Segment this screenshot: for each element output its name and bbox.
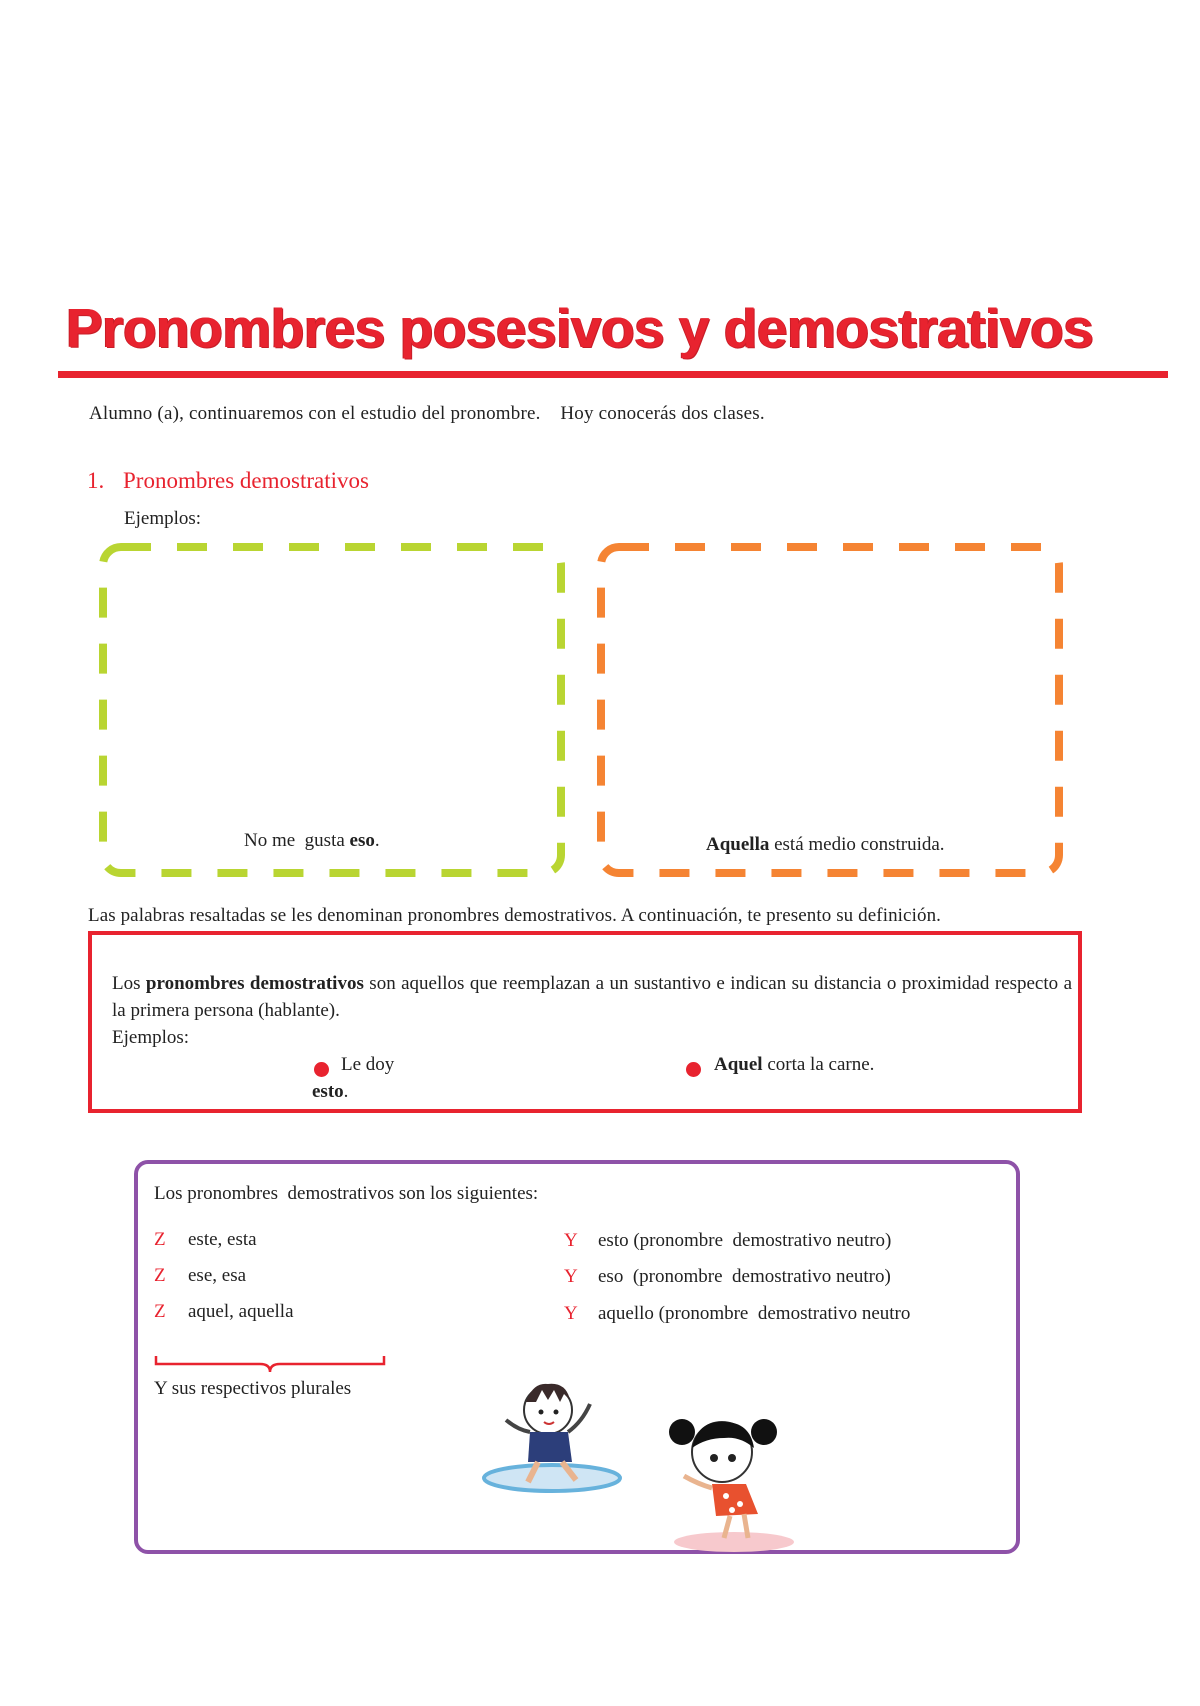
list-item-left: ese, esa: [188, 1265, 247, 1286]
brace-icon: [154, 1354, 386, 1376]
definition-example-1-end: esto.: [312, 1081, 349, 1102]
list-bullet-left: Z: [154, 1301, 166, 1322]
section-title: Pronombres demostrativos: [123, 468, 369, 493]
example-box-orange: [594, 540, 1066, 880]
section-number: 1.: [87, 468, 105, 493]
definition-term: pronombres demostrativos: [145, 973, 364, 994]
examples-label: Ejemplos:: [124, 508, 202, 529]
intro-text: Alumno (a), continuaremos con el estudio del pronombre. Hoy conocerás dos clases.: [89, 403, 765, 424]
page-title: Pronombres posesivos y demostrativos: [66, 297, 1094, 359]
boy-illustration: [478, 1362, 628, 1497]
definition-example-2: Aquel corta la carne.: [714, 1054, 875, 1075]
plurals-note: Y sus respectivos plurales: [154, 1378, 352, 1399]
highlighted-pronoun-aquella: Aquella: [706, 834, 770, 855]
list-item-left: este, esta: [188, 1229, 257, 1250]
list-bullet-left: Z: [154, 1265, 166, 1286]
list-bullet-right: Y: [564, 1230, 578, 1251]
list-intro: Los pronombres demostrativos son los siguientes:: [154, 1183, 539, 1204]
example-caption-1: No me gusta eso.: [244, 830, 380, 851]
definition-example-1: Le doy: [341, 1054, 395, 1075]
girl-illustration: [660, 1410, 800, 1558]
section-heading: [87, 468, 369, 494]
bullet-dot-icon: [686, 1062, 701, 1077]
list-bullet-right: Y: [564, 1303, 578, 1324]
list-item-right: eso (pronombre demostrativo neutro): [598, 1266, 891, 1287]
list-bullet-right: Y: [564, 1266, 578, 1287]
example-box-green: [96, 540, 568, 880]
bullet-dot-icon: [314, 1062, 329, 1077]
list-item-right: aquello (pronombre demostrativo neutro: [598, 1303, 911, 1324]
list-item-right: esto (pronombre demostrativo neutro): [598, 1230, 892, 1251]
list-bullet-left: Z: [154, 1229, 166, 1250]
highlighted-pronoun-eso: eso: [349, 830, 375, 851]
example-caption-2: Aquella está medio construida.: [706, 834, 945, 855]
definition-text: Los pronombres demostrativos son aquellos que reemplazan a un sustantivo e indican su distancia o proximidad respecto a la primera persona (hablante).: [112, 973, 1072, 1021]
explanation-text: Las palabras resaltadas se les denominan pronombres demostrativos. A continuación, te presento su definición.: [88, 905, 942, 926]
list-item-left: aquel, aquella: [188, 1301, 294, 1322]
definition-examples-label: Ejemplos:: [112, 1027, 190, 1048]
title-underline: [58, 371, 1168, 378]
